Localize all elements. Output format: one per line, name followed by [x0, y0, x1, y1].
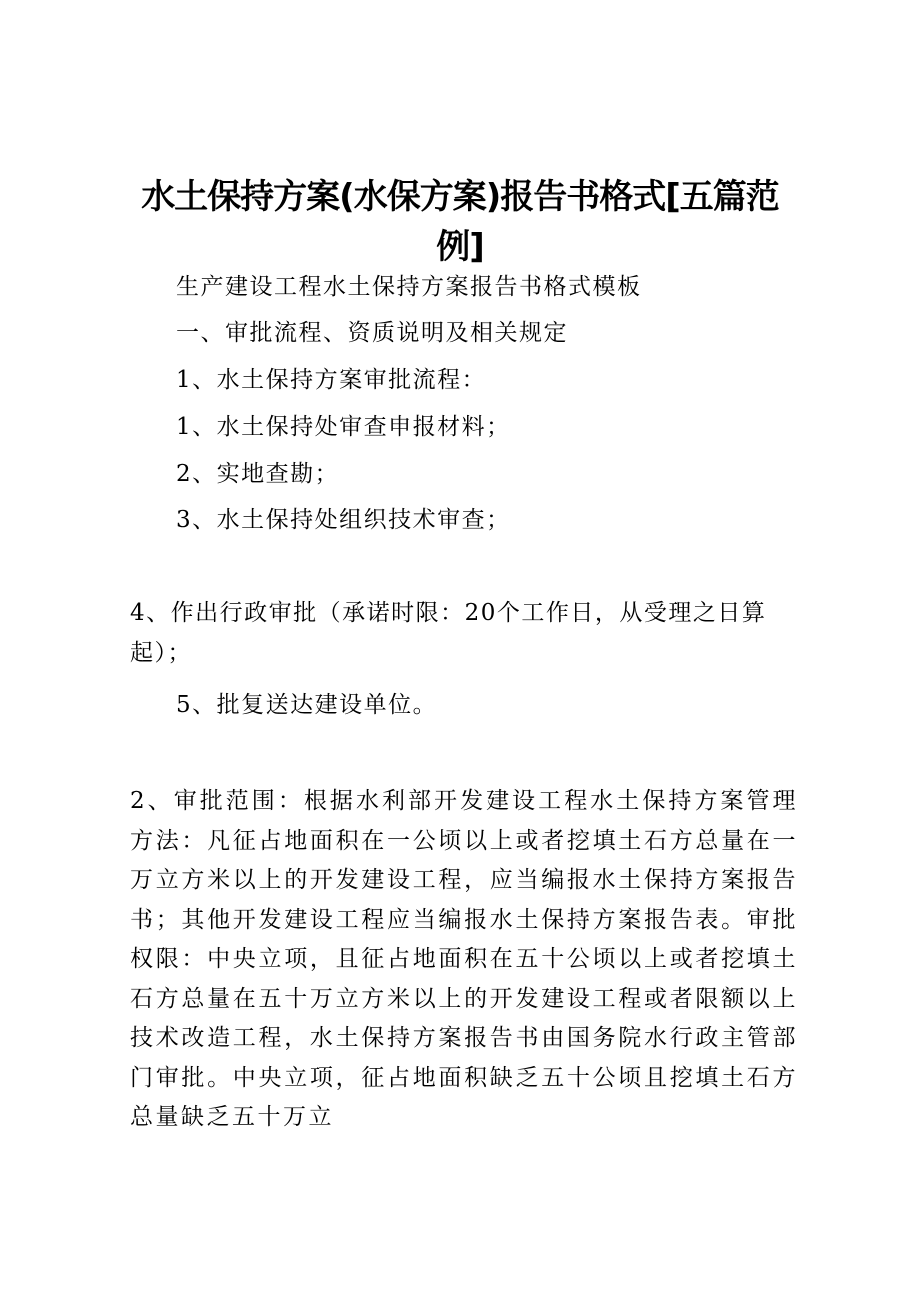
list-item: 4、作出行政审批（承诺时限：20个工作日，从受理之日算起）； [130, 600, 767, 666]
item-heading: 1、水土保持方案审批流程： [176, 367, 487, 393]
body-paragraph: 2、审批范围：根据水利部开发建设工程水土保持方案管理方法：凡征占地面积在一公顷以上或者挖填土石方总量在一万立方米以上的开发建设工程，应当编报水土保持方案报告书；其他开发建设工程应当编报水土保持方案报告表。审批权限：中央立项，且征占地面积在五十公顷以上或者挖填土石方总量在五十万立方米以上的开发建设工程或者限额以上技术改造工程，水土保持方案报告书由国务院水行政主管部门审批。中央立项，征占地面积缺乏五十公顷且挖填土石方总量缺乏五十万立 [130, 788, 798, 1130]
list-item: 2、实地查勘； [176, 461, 340, 487]
section-heading: 一、审批流程、资质说明及相关规定 [176, 320, 568, 346]
list-item: 3、水土保持处组织技术审查； [176, 507, 511, 533]
document-title: 水土保持方案(水保方案)报告书格式[五篇范例] [141, 177, 779, 267]
list-item: 5、批复送达建设单位。 [176, 692, 438, 718]
list-item: 1、水土保持处审查申报材料； [176, 414, 511, 440]
document-subtitle: 生产建设工程水土保持方案报告书格式模板 [176, 274, 642, 300]
